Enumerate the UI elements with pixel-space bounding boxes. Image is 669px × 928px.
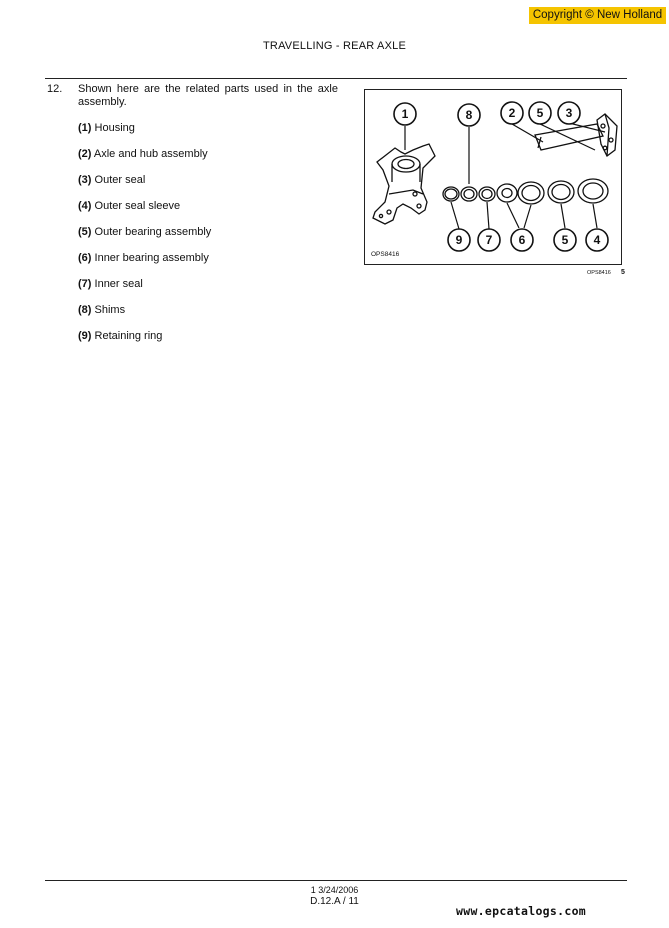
- footer-page-number: D.12.A / 11: [310, 896, 359, 907]
- part-number: (5): [78, 226, 92, 238]
- callout-label: 8: [465, 108, 473, 122]
- part-number: (7): [78, 278, 92, 290]
- rings-drawing: [443, 179, 608, 204]
- leader-lines: [405, 123, 605, 229]
- parts-list: [78, 122, 211, 356]
- website-watermark: www.epcatalogs.com: [456, 904, 587, 918]
- figure-code: OPS8416: [371, 251, 400, 258]
- callout-label: 2: [508, 106, 516, 120]
- part-number: (4): [78, 200, 92, 212]
- callout-label: 1: [401, 107, 409, 121]
- part-number: (3): [78, 174, 92, 186]
- page-title: TRAVELLING - REAR AXLE: [263, 40, 406, 52]
- footer-rule: [45, 880, 627, 881]
- figure-number: 5: [621, 269, 625, 276]
- part-label: Housing: [94, 122, 135, 134]
- footer-revision: 1 3/24/2006: [310, 885, 359, 895]
- figure-code-caption: OPS8416: [587, 270, 611, 276]
- callout-label: 3: [565, 106, 573, 120]
- part-label: Outer seal sleeve: [94, 200, 181, 212]
- list-item: [78, 278, 211, 304]
- callout-label: 9: [455, 233, 463, 247]
- part-label: Outer bearing assembly: [94, 226, 212, 238]
- part-number: (9): [78, 330, 92, 342]
- callout-label: 4: [593, 233, 601, 247]
- housing-drawing: [373, 144, 435, 224]
- part-label: Inner seal: [94, 278, 143, 290]
- part-label: Retaining ring: [94, 330, 163, 342]
- part-number: (2): [78, 148, 92, 160]
- list-item: [78, 252, 211, 278]
- list-item: [78, 174, 211, 200]
- callout-label: 5: [561, 233, 569, 247]
- list-item: [78, 226, 211, 252]
- part-label: Shims: [94, 304, 126, 316]
- callout-label: 6: [518, 233, 526, 247]
- list-item: [78, 122, 211, 148]
- step-text: Shown here are the related parts used in the axle assembly.: [78, 83, 338, 108]
- step-number: 12.: [47, 83, 63, 95]
- list-item: [78, 330, 211, 356]
- header-rule: [45, 78, 627, 79]
- axle-parts-figure: [364, 89, 622, 265]
- part-label: Inner bearing assembly: [94, 252, 209, 264]
- part-number: (8): [78, 304, 92, 316]
- list-item: [78, 304, 211, 330]
- copyright-badge: Copyright © New Holland: [529, 7, 666, 24]
- part-number: (1): [78, 122, 92, 134]
- list-item: [78, 148, 211, 174]
- callout-label: 7: [485, 233, 493, 247]
- list-item: [78, 200, 211, 226]
- part-label: Axle and hub assembly: [93, 148, 208, 160]
- part-label: Outer seal: [94, 174, 146, 186]
- callout-label: 5: [536, 106, 544, 120]
- part-number: (6): [78, 252, 92, 264]
